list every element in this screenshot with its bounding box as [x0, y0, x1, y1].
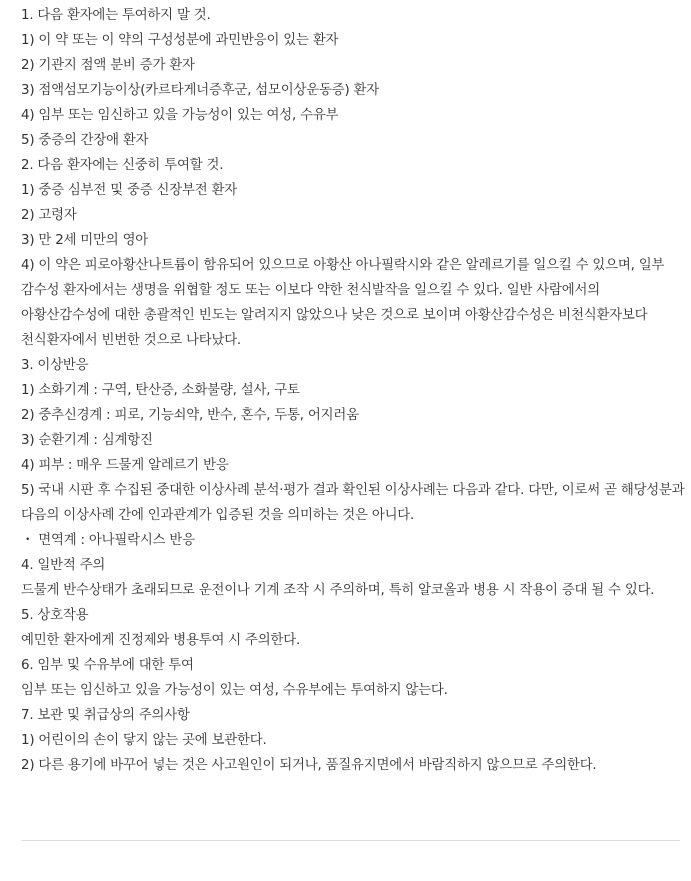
list-item: 2) 고령자	[21, 208, 77, 223]
divider	[21, 840, 680, 841]
list-item: ・ 면역계 : 아나필락시스 반응	[21, 533, 195, 548]
paragraph: 임부 또는 임신하고 있을 가능성이 있는 여성, 수유부에는 투여하지 않는다.	[21, 683, 448, 698]
list-item: 1) 소화기계 : 구역, 탄산증, 소화불량, 설사, 구토	[21, 383, 300, 398]
list-item: 4) 피부 : 매우 드물게 알레르기 반응	[21, 458, 229, 473]
list-item: 2) 다른 용기에 바꾸어 넣는 것은 사고원인이 되거나, 품질유지면에서 바람직하지 않으므로 주의한다.	[21, 758, 597, 773]
section-heading: 5. 상호작용	[21, 608, 89, 623]
paragraph: 드물게 반수상태가 초래되므로 운전이나 기계 조작 시 주의하며, 특히 알코올과 병용 시 작용이 증대 될 수 있다.	[21, 583, 655, 598]
list-item: 5) 중증의 간장애 환자	[21, 133, 149, 148]
paragraph: 예민한 환자에게 진정제와 병용투여 시 주의한다.	[21, 633, 301, 648]
section-heading: 3. 이상반응	[21, 358, 89, 373]
list-item: 1) 어린이의 손이 닿지 않는 곳에 보관한다.	[21, 733, 267, 748]
list-item: 3) 점액섬모기능이상(카르타게너증후군, 섬모이상운동증) 환자	[21, 83, 379, 98]
section-heading: 7. 보관 및 취급상의 주의사항	[21, 708, 190, 723]
section-heading: 6. 임부 및 수유부에 대한 투여	[21, 658, 194, 673]
list-item: 2) 중추신경계 : 피로, 기능쇠약, 반수, 혼수, 두통, 어지러움	[21, 408, 359, 423]
section-heading: 1. 다음 환자에는 투여하지 말 것.	[21, 8, 211, 23]
list-item: 1) 이 약 또는 이 약의 구성성분에 과민반응이 있는 환자	[21, 33, 339, 48]
list-item: 4) 이 약은 피로아황산나트륨이 함유되어 있으므로 아황산 아나필락시와 같은 알레르기를 일으킬 수 있으며, 일부 감수성 환자에서는 생명을 위협할 정도 또는 이보다 약한 천식발작을 일으킬 수 있다. 일반 사람에서의 아황산감수성에 대한 총괄적인 빈도는 알려지지 않았으나 낮은 것으로 보이며 아황산감수성은 비천식환자보다 천식환자에서 빈번한 것으로 나타났다.	[21, 258, 665, 348]
list-item: 4) 임부 또는 임신하고 있을 가능성이 있는 여성, 수유부	[21, 108, 339, 123]
section-heading: 4. 일반적 주의	[21, 558, 106, 573]
list-item: 2) 기관지 점액 분비 증가 환자	[21, 58, 195, 73]
document-body	[21, 3, 686, 778]
list-item: 5) 국내 시판 후 수집된 중대한 이상사례 분석·평가 결과 확인된 이상사례는 다음과 같다. 다만, 이로써 곧 해당성분과 다음의 이상사례 간에 인과관계가 입증된 것을 의미하는 것은 아니다.	[21, 483, 685, 523]
list-item: 1) 중증 심부전 및 중증 신장부전 환자	[21, 183, 237, 198]
list-item: 3) 순환기계 : 심계항진	[21, 433, 153, 448]
list-item: 3) 만 2세 미만의 영아	[21, 233, 149, 248]
section-heading: 2. 다음 환자에는 신중히 투여할 것.	[21, 158, 224, 173]
